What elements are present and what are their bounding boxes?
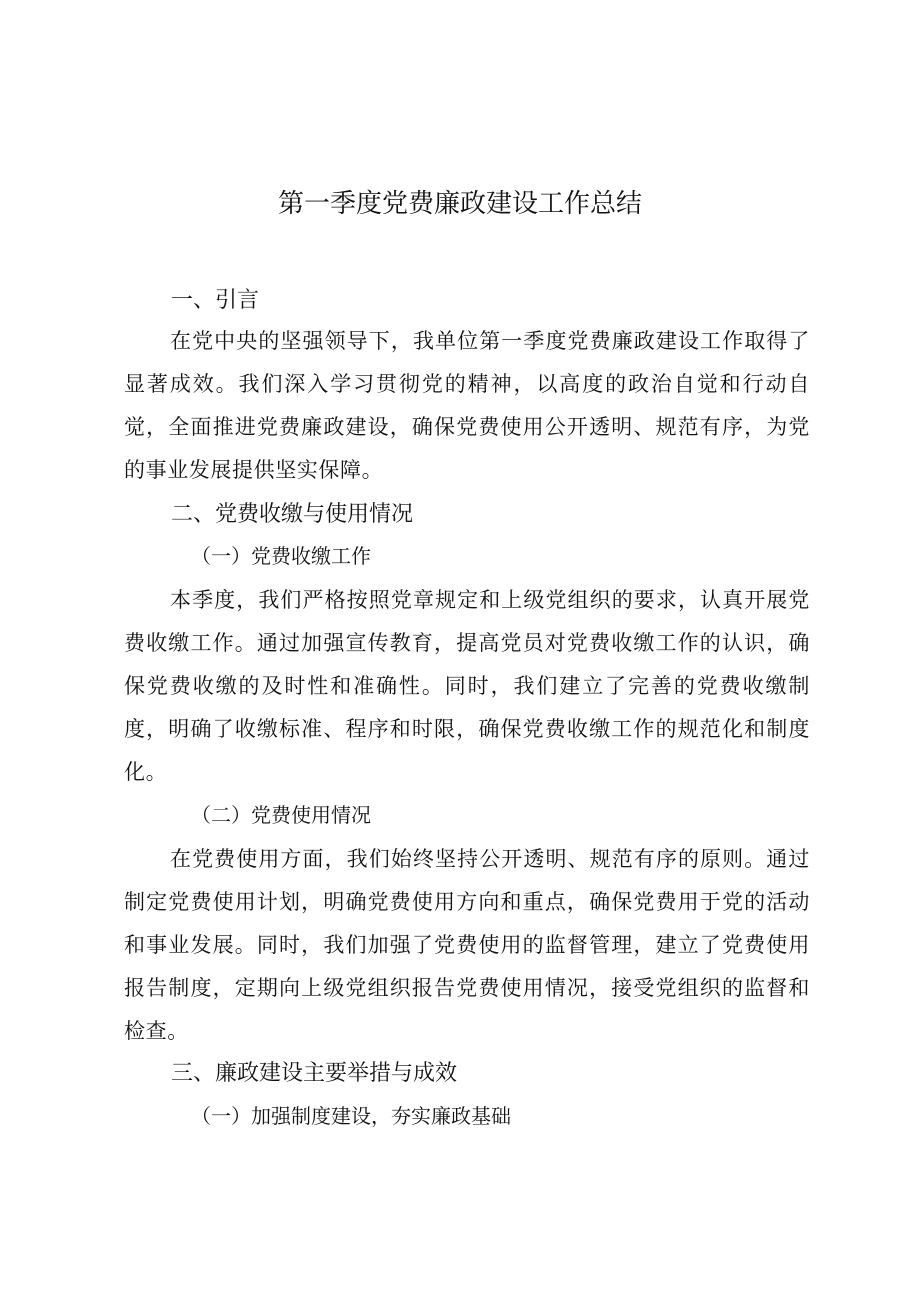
paragraph-intro: 在党中央的坚强领导下，我单位第一季度党费廉政建设工作取得了显著成效。我们深入学习贯彻党的精神，以高度的政治自觉和行动自觉，全面推进党费廉政建设，确保党费使用公开透明、规范有序，为党的事业发展提供坚实保障。 xyxy=(124,329,810,482)
document-title: 第一季度党费廉政建设工作总结 xyxy=(277,189,642,219)
paragraph-collection: 本季度，我们严格按照党章规定和上级党组织的要求，认真开展党费收缴工作。通过加强宣传教育，提高党员对党费收缴工作的认识，确保党费收缴的及时性和准确性。同时，我们建立了完善的党费收缴制度，明确了收缴标准、程序和时限，确保党费收缴工作的规范化和制度化。 xyxy=(124,588,810,784)
subsection-heading-system: （一）加强制度建设，夯实廉政基础 xyxy=(191,1104,511,1128)
paragraph-usage: 在党费使用方面，我们始终坚持公开透明、规范有序的原则。通过制定党费使用计划，明确党费使用方向和重点，确保党费用于党的活动和事业发展。同时，我们加强了党费使用的监督管理，建立了党费使用报告制度，定期向上级党组织报告党费使用情况，接受党组织的监督和检查。 xyxy=(124,847,810,1043)
subsection-heading-collection: （一）党费收缴工作 xyxy=(191,544,371,568)
subsection-heading-usage: （二）党费使用情况 xyxy=(191,803,371,827)
section-heading-dues: 二、党费收缴与使用情况 xyxy=(171,502,414,527)
section-heading-intro: 一、引言 xyxy=(171,288,260,313)
section-heading-integrity: 三、廉政建设主要举措与成效 xyxy=(171,1061,458,1086)
